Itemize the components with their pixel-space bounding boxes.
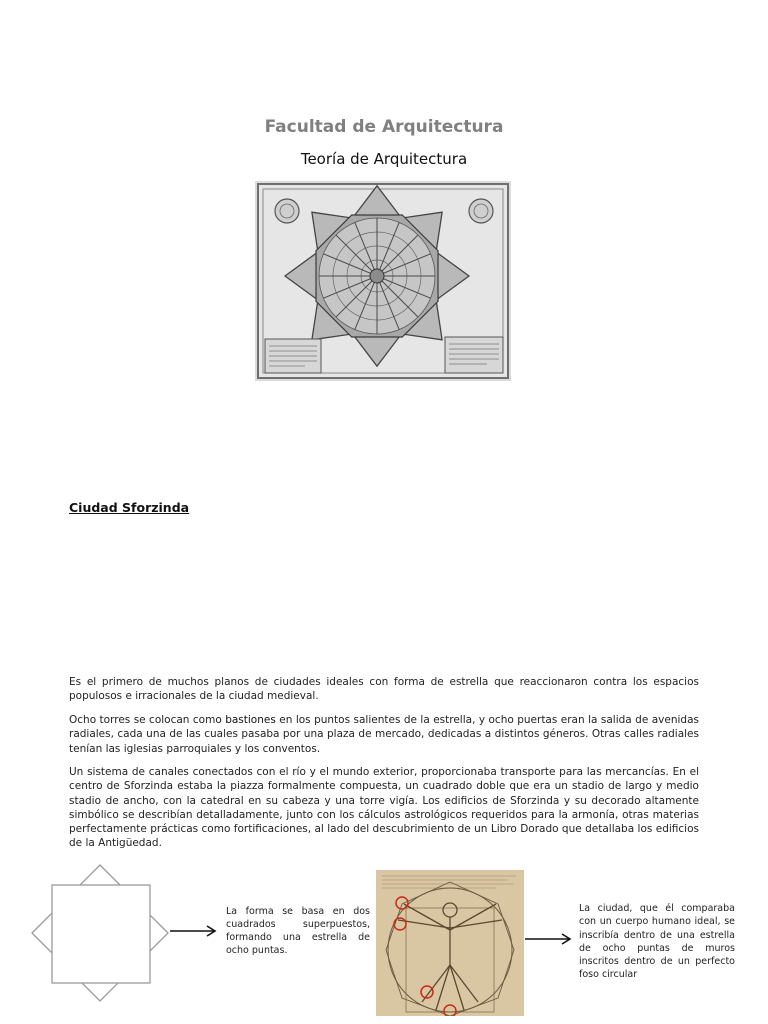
two-squares-star-diagram xyxy=(30,863,170,1003)
section-heading: Ciudad Sforzinda xyxy=(69,500,190,515)
vitruvian-man-image xyxy=(376,870,524,1016)
arrow-right-icon xyxy=(525,932,573,946)
paragraph-intro: Es el primero de muchos planos de ciudades ideales con forma de estrella que reaccionaron contra los espacios populosos e irracionales de la ciudad medieval. xyxy=(69,676,699,703)
caption-right: La ciudad, que él comparaba con un cuerpo humano ideal, se inscribía dentro de una estrella de ocho puntas de muros inscritos dentro de un perfecto foso circular xyxy=(579,903,735,981)
term-bastiones: bastiones xyxy=(225,714,276,726)
paragraph-towers xyxy=(69,713,699,756)
paragraph-canals: Un sistema de canales conectados con el río y el mundo exterior, proporcionaba transporte para las mercancías. En el centro de Sforzinda estaba la piazza formalmente compuesta, un cuadrado doble que era un stadio de largo y medio stadio de ancho, con la catedral en su cabeza y una torre vigía. Los edificios de Sforzinda y su decorado altamente simbólico se describían detalladamente, junto con los cálculos astrológicos requeridos para la armonía, otras materias perfectamente prácticas como fortificaciones, al lado del descubrimiento de un Libro Dorado que detallaba los edificios de la Antigüedad. xyxy=(69,766,699,850)
page-subtitle: Teoría de Arquitectura xyxy=(300,150,468,168)
page-title: Facultad de Arquitectura xyxy=(264,117,504,137)
paragraph-towers-b: en los puntos salientes de la estrella, y ocho puertas eran la salida de avenidas radiales, cada una de las cuales pasaba por una plaza de mercado, dedicadas a distintos géneros. Otras calles radiales tenían las iglesias parroquiales y los conventos. xyxy=(69,714,699,755)
sforzinda-plan-image xyxy=(255,181,511,381)
paragraph-towers-a: Ocho torres se colocan como xyxy=(69,714,226,726)
caption-left: La forma se basa en dos cuadrados superpuestos, formando una estrella de ocho puntas. xyxy=(226,906,370,956)
arrow-right-icon xyxy=(170,924,218,938)
